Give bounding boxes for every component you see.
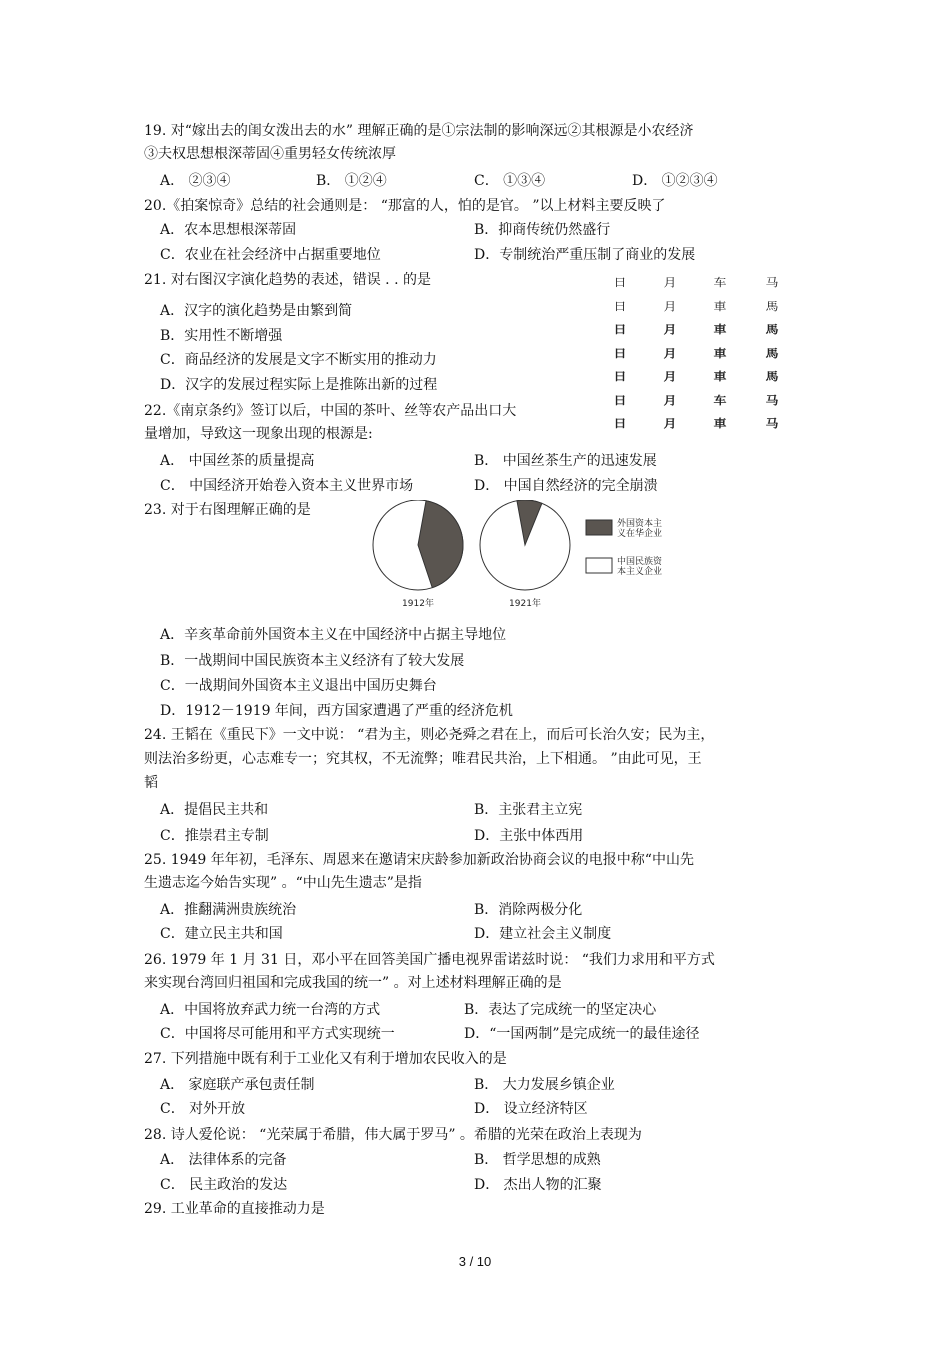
legend-label: 外国资本主 — [617, 519, 663, 529]
q24-stem-line2: 则法治多纷更，心志难专一；究其权，不无流弊；唯君民共治，上下相通。 ”由此可见，王 — [144, 751, 702, 767]
character-glyph: 馬 — [765, 347, 779, 361]
q25-stem-line1: 25. 1949 年年初，毛泽东、周恩来在邀请宋庆龄参加新政治协商会议的电报中称“中山先 — [144, 852, 694, 868]
legend-label: 本主义企业 — [617, 567, 663, 577]
q20-option-a[interactable]: A．农本思想根深蒂固 — [160, 222, 297, 238]
character-glyph: 車 — [713, 417, 727, 431]
page-number: 3 / 10 — [458, 1254, 492, 1269]
q21-option-a[interactable]: A．汉字的演化趋势是由繁到简 — [160, 303, 353, 319]
q19-option-d[interactable]: D． ①②③④ — [632, 173, 718, 189]
q25-option-a[interactable]: A．推翻满洲贵族统治 — [160, 902, 297, 918]
q23-option-d[interactable]: D．1912－1919 年间，西方国家遭遇了严重的经济危机 — [160, 703, 513, 719]
q28-option-a[interactable]: A． 法律体系的完备 — [160, 1152, 287, 1168]
q27-option-d[interactable]: D． 设立经济特区 — [474, 1101, 588, 1117]
q21-option-b[interactable]: B．实用性不断增强 — [160, 328, 283, 344]
pie-year-label: 1921年 — [509, 599, 541, 609]
character-glyph: 月 — [663, 276, 677, 290]
q27-option-b[interactable]: B． 大力发展乡镇企业 — [474, 1077, 615, 1093]
character-glyph: 月 — [663, 323, 677, 337]
q23-stem: 23. 对于右图理解正确的是 — [144, 502, 311, 518]
character-glyph: 車 — [713, 347, 727, 361]
q21-stem: 21. 对右图汉字演化趋势的表述，错误 . . 的是 — [144, 272, 431, 288]
character-glyph: 日 — [613, 323, 627, 337]
q26-option-d[interactable]: D．“一国两制”是完成统一的最佳途径 — [464, 1026, 700, 1042]
q26-option-a[interactable]: A．中国将放弃武力统一台湾的方式 — [160, 1002, 381, 1018]
character-glyph: 日 — [613, 394, 627, 408]
q22-option-a[interactable]: A． 中国丝茶的质量提高 — [160, 453, 315, 469]
q23-option-a[interactable]: A．辛亥革命前外国资本主义在中国经济中占据主导地位 — [160, 627, 507, 643]
q22-stem-line1: 22.《南京条约》签订以后，中国的茶叶、丝等农产品出口大 — [144, 403, 517, 419]
q22-stem-line2: 量增加，导致这一现象出现的根源是: — [144, 426, 373, 442]
pie-year-label: 1912年 — [402, 599, 434, 609]
q26-option-b[interactable]: B．表达了完成统一的坚定决心 — [464, 1002, 657, 1018]
q24-option-d[interactable]: D．主张中体西用 — [474, 828, 584, 844]
character-glyph: 日 — [613, 300, 627, 314]
character-glyph: 车 — [713, 276, 727, 290]
q22-option-c[interactable]: C． 中国经济开始卷入资本主义世界市场 — [160, 478, 414, 494]
character-glyph: 馬 — [765, 323, 779, 337]
q20-option-c[interactable]: C．农业在社会经济中占据重要地位 — [160, 247, 381, 263]
q20-option-b[interactable]: B．抑商传统仍然盛行 — [474, 222, 611, 238]
q26-option-c[interactable]: C．中国将尽可能用和平方式实现统一 — [160, 1026, 395, 1042]
character-glyph: 马 — [765, 417, 779, 431]
character-glyph: 马 — [765, 394, 779, 408]
q24-option-a[interactable]: A．提倡民主共和 — [160, 802, 269, 818]
q27-option-c[interactable]: C． 对外开放 — [160, 1101, 246, 1117]
q19-stem-line1: 19. 对“嫁出去的闺女泼出去的水” 理解正确的是①宗法制的影响深远②其根源是小农经济 — [144, 123, 694, 139]
character-glyph: 日 — [613, 417, 627, 431]
q24-stem-line3: 韬 — [144, 775, 158, 791]
character-glyph: 马 — [765, 276, 779, 290]
character-glyph: 車 — [713, 370, 727, 384]
character-glyph: 日 — [613, 370, 627, 384]
q28-option-b[interactable]: B． 哲学思想的成熟 — [474, 1152, 601, 1168]
character-glyph: 月 — [663, 394, 677, 408]
q19-stem-line2: ③夫权思想根深蒂固④重男轻女传统浓厚 — [144, 146, 396, 162]
q28-option-d[interactable]: D． 杰出人物的汇聚 — [474, 1177, 602, 1193]
q25-option-d[interactable]: D．建立社会主义制度 — [474, 926, 612, 942]
q20-stem: 20.《拍案惊奇》总结的社会通则是： “那富的人，怕的是官。 ”以上材料主要反映了 — [144, 198, 666, 214]
capital-pie-charts — [368, 500, 688, 612]
character-glyph: 馬 — [765, 300, 779, 314]
character-glyph: 日 — [613, 276, 627, 290]
character-glyph: 月 — [663, 370, 677, 384]
q26-stem-line2: 来实现台湾回归祖国和完成我国的统一” 。对上述材料理解正确的是 — [144, 975, 562, 991]
legend-label: 义在华企业 — [617, 529, 663, 539]
q24-option-c[interactable]: C．推崇君主专制 — [160, 828, 269, 844]
q25-option-c[interactable]: C．建立民主共和国 — [160, 926, 283, 942]
character-evolution-figure — [600, 272, 800, 442]
q25-option-b[interactable]: B．消除两极分化 — [474, 902, 583, 918]
q19-option-b[interactable]: B． ①②④ — [316, 173, 387, 189]
q28-stem: 28. 诗人爱伦说： “光荣属于希腊，伟大属于罗马” 。希腊的光荣在政治上表现为 — [144, 1127, 642, 1143]
character-glyph: 馬 — [765, 370, 779, 384]
q24-option-b[interactable]: B．主张君主立宪 — [474, 802, 583, 818]
character-glyph: 月 — [663, 300, 677, 314]
q26-stem-line1: 26. 1979 年 1 月 31 日，邓小平在回答美国广播电视界雷诺兹时说： “我们力求用和平方式 — [144, 952, 715, 968]
q19-option-a[interactable]: A． ②③④ — [160, 173, 231, 189]
q23-option-c[interactable]: C．一战期间外国资本主义退出中国历史舞台 — [160, 678, 437, 694]
character-glyph: 月 — [663, 417, 677, 431]
character-glyph: 車 — [713, 323, 727, 337]
legend-label: 中国民族资 — [617, 557, 663, 567]
q27-option-a[interactable]: A． 家庭联产承包责任制 — [160, 1077, 315, 1093]
character-glyph: 车 — [713, 394, 727, 408]
q27-stem: 27. 下列措施中既有利于工业化又有利于增加农民收入的是 — [144, 1051, 507, 1067]
q22-option-d[interactable]: D． 中国自然经济的完全崩溃 — [474, 478, 658, 494]
character-glyph: 車 — [713, 300, 727, 314]
q20-option-d[interactable]: D．专制统治严重压制了商业的发展 — [474, 247, 696, 263]
legend-swatch — [586, 558, 612, 573]
character-glyph: 月 — [663, 347, 677, 361]
q24-stem-line1: 24. 王韬在《重民下》一文中说： “君为主，则必尧舜之君在上，而后可长治久安；民为主， — [144, 727, 715, 743]
q19-option-c[interactable]: C． ①③④ — [474, 173, 546, 189]
q21-option-d[interactable]: D．汉字的发展过程实际上是推陈出新的过程 — [160, 377, 438, 393]
q25-stem-line2: 生遗志迄今始告实现” 。“中山先生遗志”是指 — [144, 875, 422, 891]
q21-option-c[interactable]: C．商品经济的发展是文字不断实用的推动力 — [160, 352, 437, 368]
q28-option-c[interactable]: C． 民主政治的发达 — [160, 1177, 288, 1193]
character-glyph: 日 — [613, 347, 627, 361]
q22-option-b[interactable]: B． 中国丝茶生产的迅速发展 — [474, 453, 657, 469]
legend-swatch — [586, 520, 612, 535]
q29-stem: 29. 工业革命的直接推动力是 — [144, 1201, 325, 1217]
q23-option-b[interactable]: B．一战期间中国民族资本主义经济有了较大发展 — [160, 653, 465, 669]
